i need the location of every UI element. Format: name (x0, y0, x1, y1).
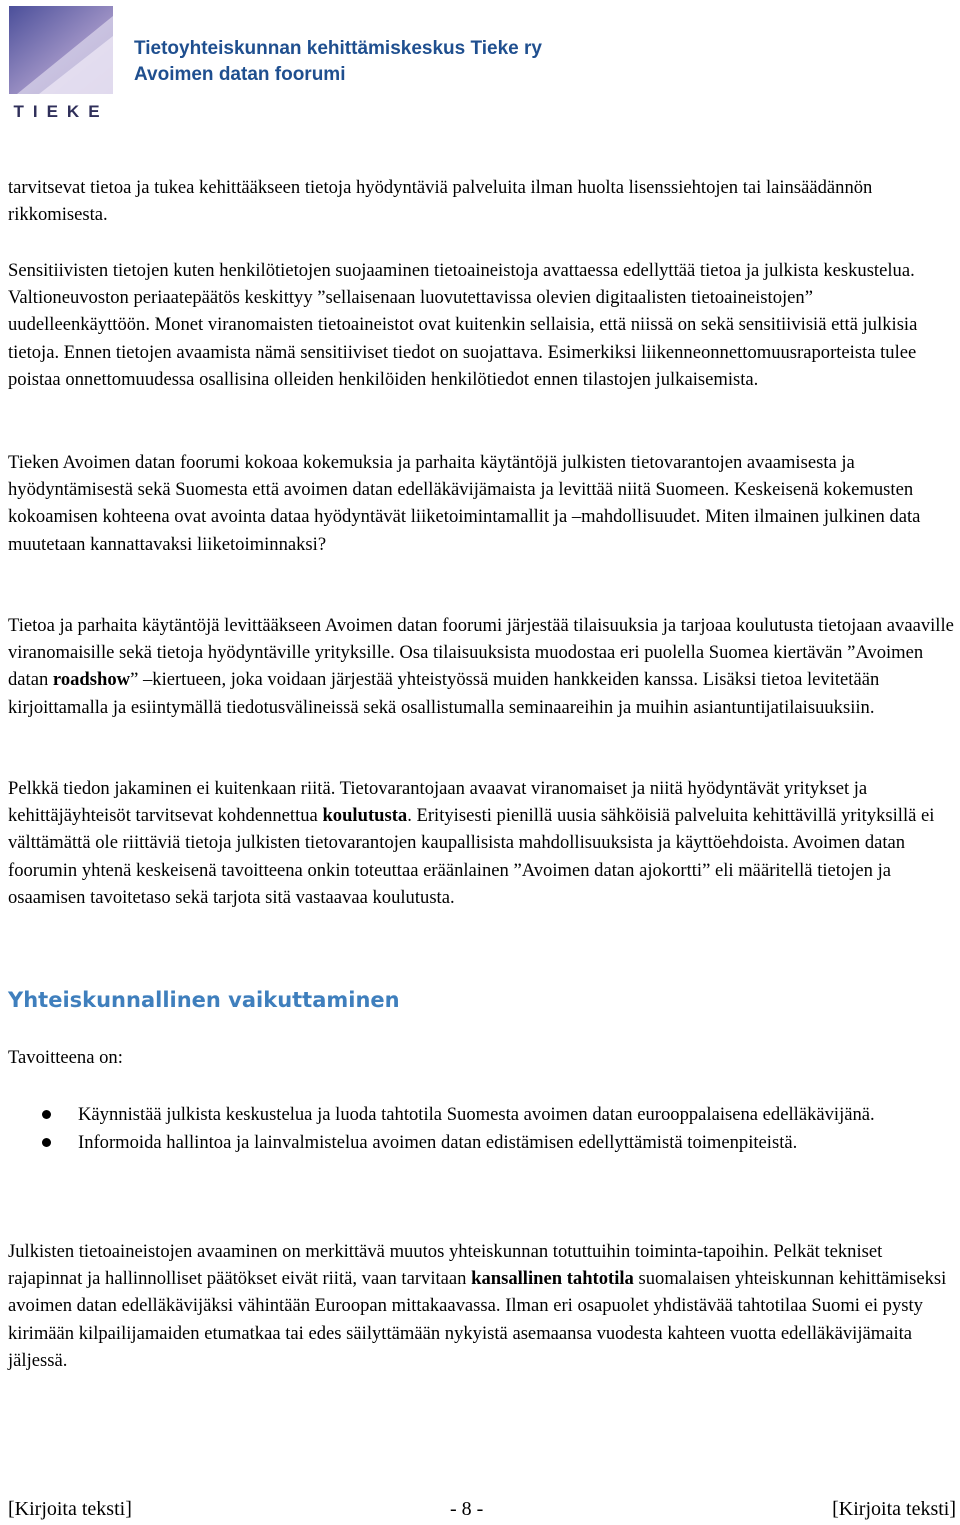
logo-wordmark: TIEKE (13, 102, 109, 121)
list-item-text: Käynnistää julkista keskustelua ja luoda tahtotila Suomesta avoimen datan eurooppalaisena edelläkävijänä. (78, 1104, 875, 1125)
paragraph-4-bold: roadshow (52, 669, 131, 691)
paragraph-4-text-b: ” –kiertueen, joka voidaan järjestää yhteistyössä muiden hankkeiden kanssa. Lisäksi tietoa levitetään kirjoittamalla ja esiintymällä tiedotusvälineissä sekä osallistumalla seminaareihin ja muihin asiantuntijatilaisuuksiin. (8, 669, 880, 718)
section-heading: Yhteiskunnallinen vaikuttaminen (8, 988, 400, 1012)
list-item (0, 1101, 948, 1128)
list-item (0, 1129, 948, 1156)
paragraph-4-text-a: Tietoa ja parhaita käytäntöjä levittääkseen Avoimen datan foorumi järjestää tilaisuuksia ja tarjoaa koulutusta tietojaan avaaville viranomaisille sekä tietoja hyödyntäville yrityksille. Osa tilaisuuksista muodostaa eri puolella Suomea kiertävän ”Avoimen datan (8, 615, 954, 691)
footer-right: [Kirjoita teksti] (832, 1498, 956, 1520)
bullet-icon (42, 1138, 51, 1147)
paragraph-5-bold: koulutusta (322, 805, 408, 827)
paragraph-5 (8, 775, 956, 911)
footer-left: [Kirjoita teksti] (8, 1498, 132, 1520)
paragraph-1: tarvitsevat tietoa ja tukea kehittääkseen tietoja hyödyntäviä palveluita ilman huolta lisenssiehtojen tai lainsäädännön rikkomisesta. (8, 177, 873, 226)
paragraph-3: Tieken Avoimen datan foorumi kokoaa kokemuksia ja parhaita käytäntöjä julkisten tietovarantojen avaamisesta ja hyödyntämisestä sekä Suomesta että avoimen datan edelläkävijämaista ja levittää niitä Suomeen. Keskeisenä kokemusten kokoamisen kohteena ovat avointa dataa hyödyntävät liiketoimintamallit ja –mahdollisuudet. Miten ilmainen julkinen data muutetaan kannattavaksi liiketoiminnaksi? (8, 452, 921, 555)
goal-list (0, 1101, 960, 1156)
paragraph-6 (8, 1238, 956, 1374)
paragraph-6-bold: kansallinen tahtotila (471, 1268, 634, 1290)
paragraph-5-text-b: . Erityisesti pienillä uusia sähköisiä palveluita kehittävillä yrityksillä ei välttämättä ole riittäviä tietoja julkisten tietovarantojen kaupallisista mahdollisuuksista ja käyttöehdoista. Avoimen datan foorumin yhtenä keskeisenä tavoitteena onkin toteuttaa eräänlainen ”Avoimen datan ajokortti” eli määritellä tietojen ja osaamisen tavoitetaso sekä tarjota sitä vastaavaa koulutusta. (8, 805, 935, 908)
paragraph-6-text-b: suomalaisen yhteiskunnan kehittämiseksi avoimen datan edelläkävijäksi vähintään Euroopan mittakaavassa. Ilman eri osapuolet yhdistävää tahtotilaa Suomi ei pysty kirimään kilpailijamaiden etumatkaa tai edes säilyttämään nykyistä asemaansa vuodesta kahteen vuotta edelläkävijämaita jäljessä. (8, 1268, 947, 1371)
paragraph-2: Sensitiivisten tietojen kuten henkilötietojen suojaaminen tietoaineistoja avattaessa edellyttää tietoa ja julkista keskustelua. Valtioneuvoston periaatepäätös keskittyy ”sellaisenaan luovutettavissa olevien digitaalisten tietoaineistojen” uudelleenkäyttöön. Monet viranomaisten tietoaineistot ovat kuitenkin sellaisia, että niissä on sekä sensitiivisiä että julkisia tietoja. Ennen tietojen avaamista nämä sensitiiviset tiedot on suojattava. Esimerkiksi liikenneonnettomuusraporteista tulee poistaa onnettomuudessa osallisina olleiden henkilöiden henkilötiedot ennen tilastojen julkaisemista. (8, 260, 918, 390)
bullet-icon (42, 1110, 51, 1119)
paragraph-5-text-a: Pelkkä tiedon jakaminen ei kuitenkaan riitä. Tietovarantojaan avaavat viranomaiset ja niitä hyödyntävät yritykset ja kehittäjäyhteisöt tarvitsevat kohdennettua (8, 778, 868, 827)
page-number: - 8 - (450, 1498, 484, 1520)
org-name: Tietoyhteiskunnan kehittämiskeskus Tieke ry (134, 38, 542, 59)
forum-name: Avoimen datan foorumi (134, 64, 346, 85)
tieke-logo (9, 6, 113, 122)
paragraph-4 (8, 612, 956, 721)
section-intro: Tavoitteena on: (8, 1047, 123, 1068)
list-item-text: Informoida hallintoa ja lainvalmistelua avoimen datan edistämisen edellyttämistä toimenpiteistä. (78, 1132, 798, 1154)
paragraph-6-text-a: Julkisten tietoaineistojen avaaminen on merkittävä muutos yhteiskunnan totuttuihin toiminta-tapoihin. Pelkät tekniset rajapinnat ja hallinnolliset päätökset eivät riitä, vaan tarvitaan (8, 1241, 883, 1290)
